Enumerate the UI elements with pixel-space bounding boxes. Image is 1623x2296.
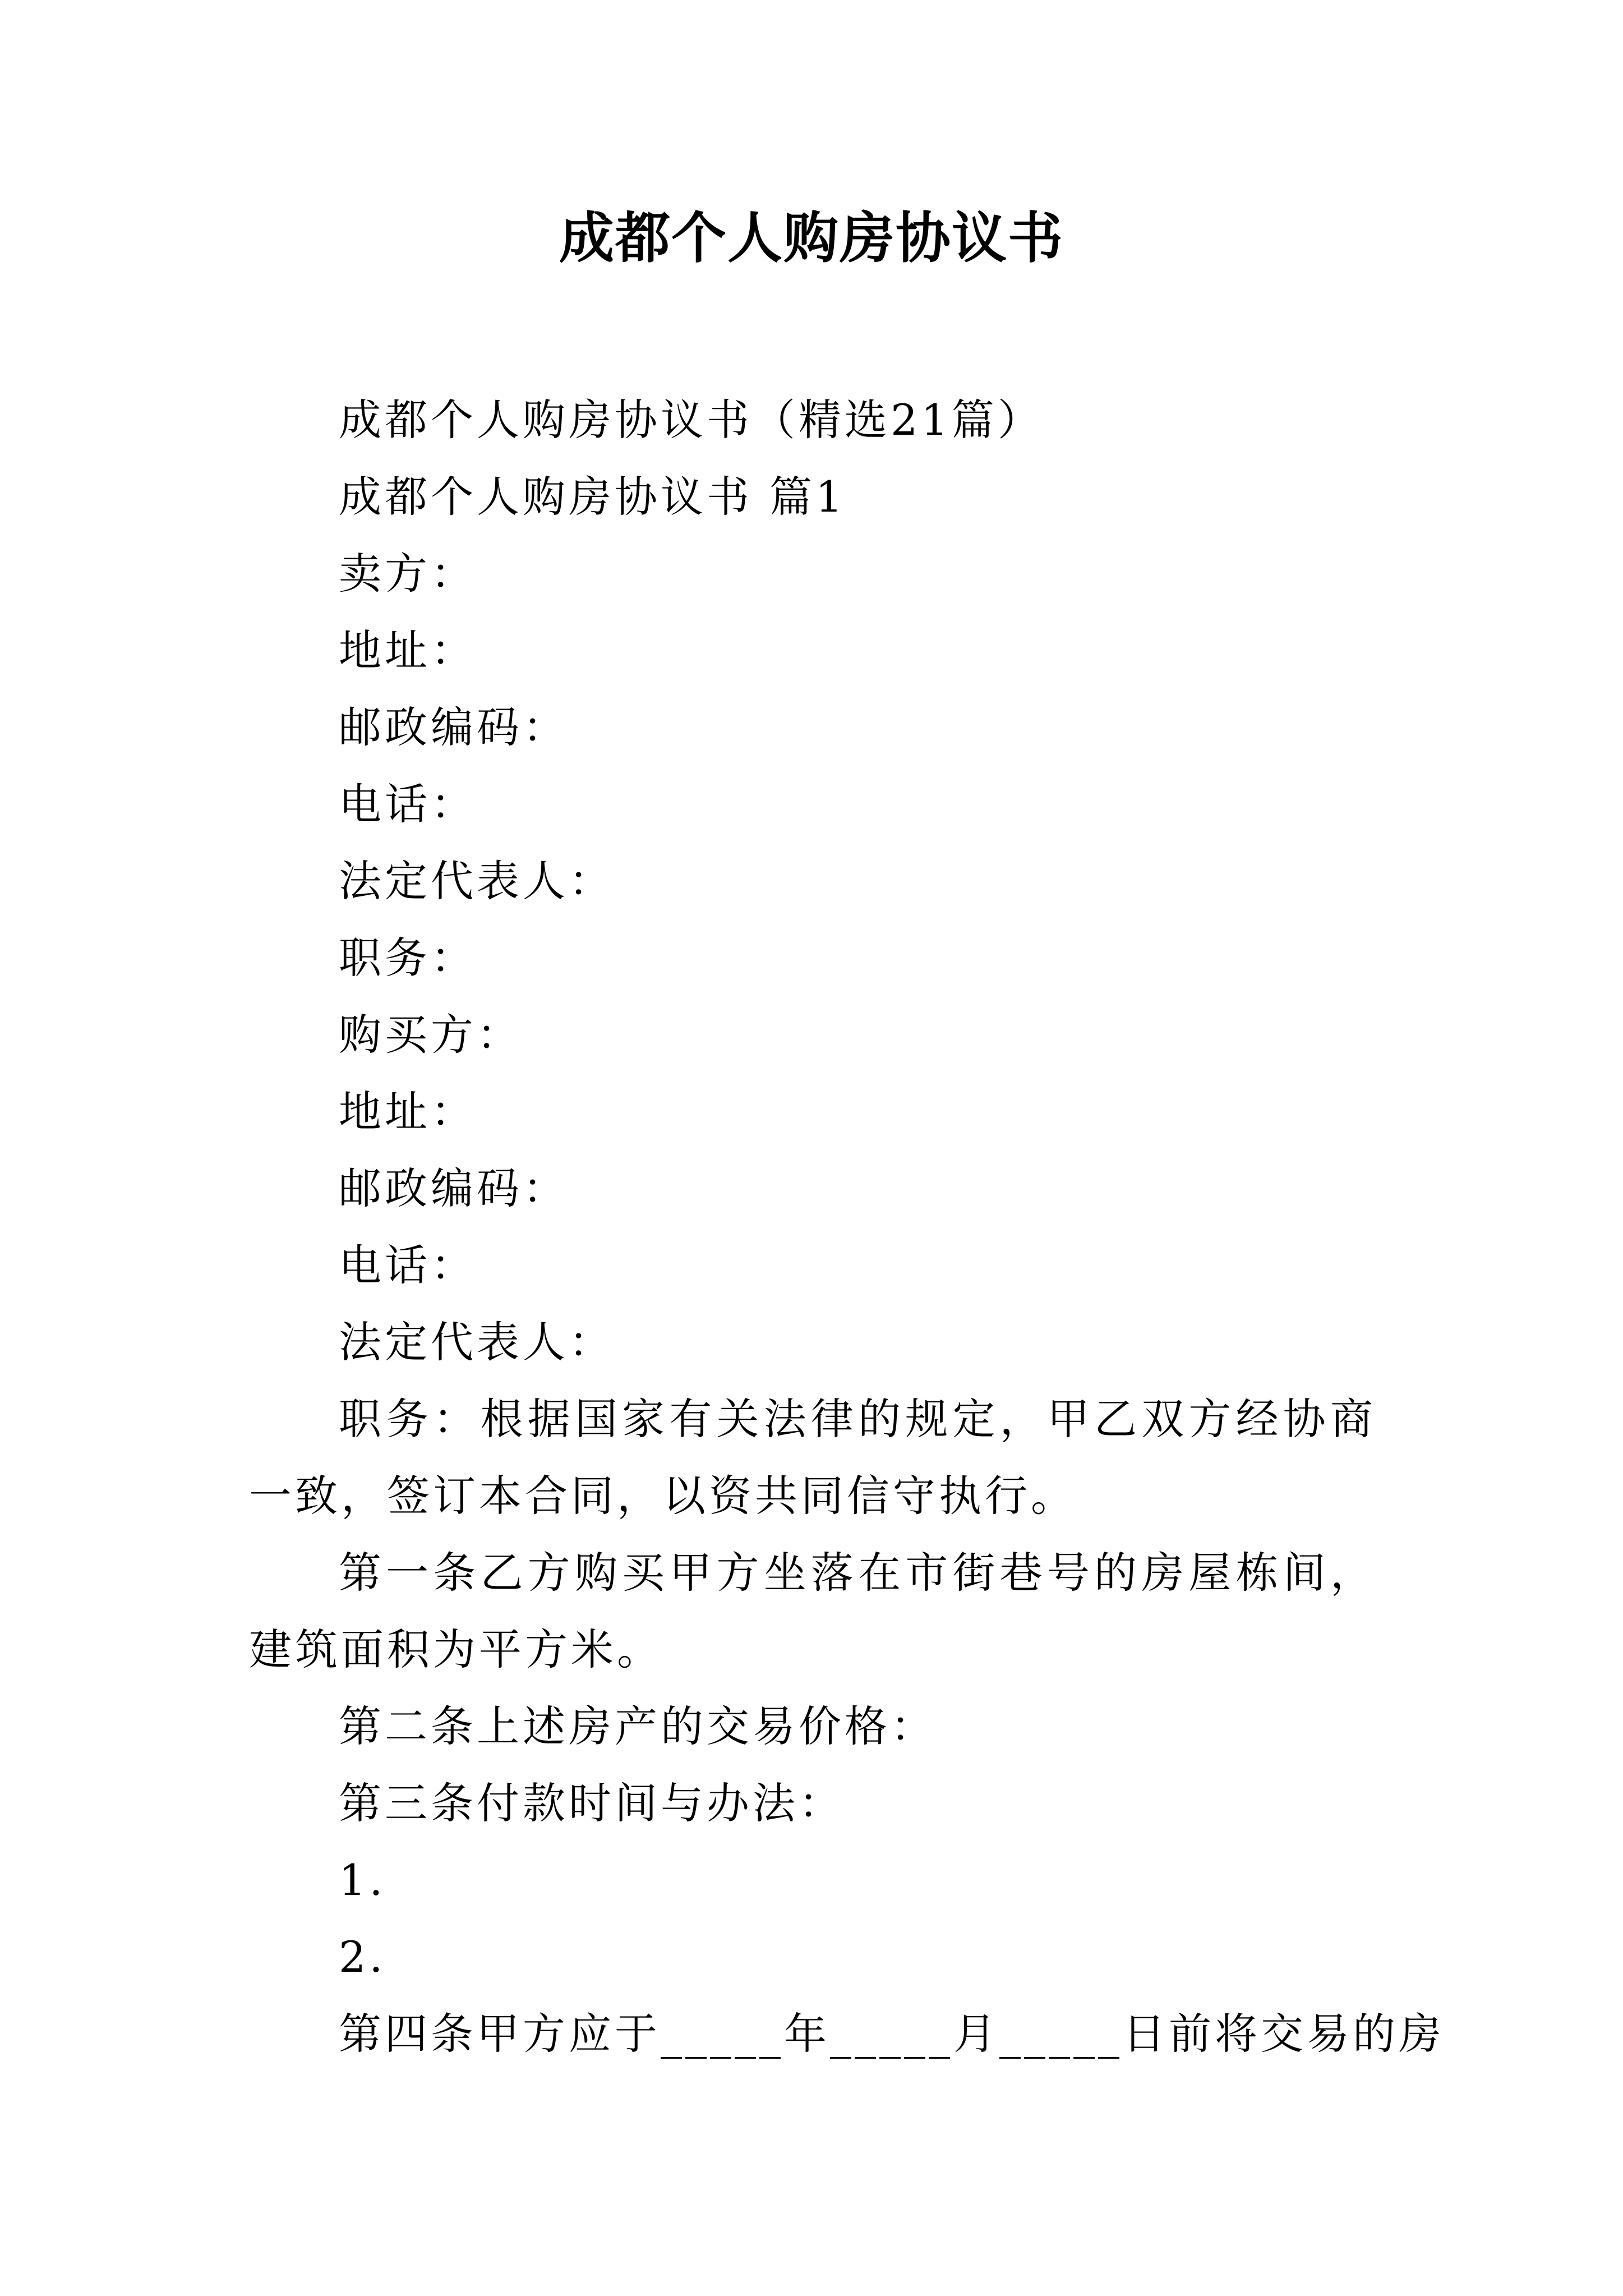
seller-position-label: 职务： <box>339 933 477 983</box>
seller-phone-label: 电话： <box>339 779 477 829</box>
article-3-paragraph: 第三条付款时间与办法： <box>339 1778 845 1828</box>
seller-label: 卖方： <box>339 549 477 599</box>
buyer-legal-rep-label: 法定代表人： <box>339 1317 615 1367</box>
article-1-paragraph: 第一条乙方购买甲方坐落在市街巷号的房屋栋间，建筑面积为平方米。 <box>249 1548 1376 1674</box>
section-heading: 成都个人购房协议书 篇1 <box>339 472 846 522</box>
preamble-paragraph: 职务：根据国家有关法律的规定，甲乙双方经协商一致，签订本合同，以资共同信守执行。 <box>249 1394 1376 1521</box>
buyer-address-label: 地址： <box>339 1087 477 1137</box>
article-2-paragraph: 第二条上述房产的交易价格： <box>339 1701 937 1751</box>
doc-subtitle: 成都个人购房协议书（精选21篇） <box>339 395 1044 445</box>
list-item-1: 1. <box>339 1855 386 1905</box>
article-4-paragraph: 第四条甲方应于_____年_____月_____日前将交易的房 <box>339 2009 1445 2059</box>
buyer-postcode-label: 邮政编码： <box>339 1163 569 1213</box>
seller-legal-rep-label: 法定代表人： <box>339 856 615 906</box>
document-body <box>249 381 1445 2072</box>
buyer-phone-label: 电话： <box>339 1240 477 1290</box>
buyer-label: 购买方： <box>339 1010 523 1060</box>
seller-address-label: 地址： <box>339 625 477 675</box>
list-item-2: 2. <box>339 1932 386 1982</box>
document-title: 成都个人购房协议书 <box>559 206 1064 270</box>
seller-postcode-label: 邮政编码： <box>339 702 569 752</box>
